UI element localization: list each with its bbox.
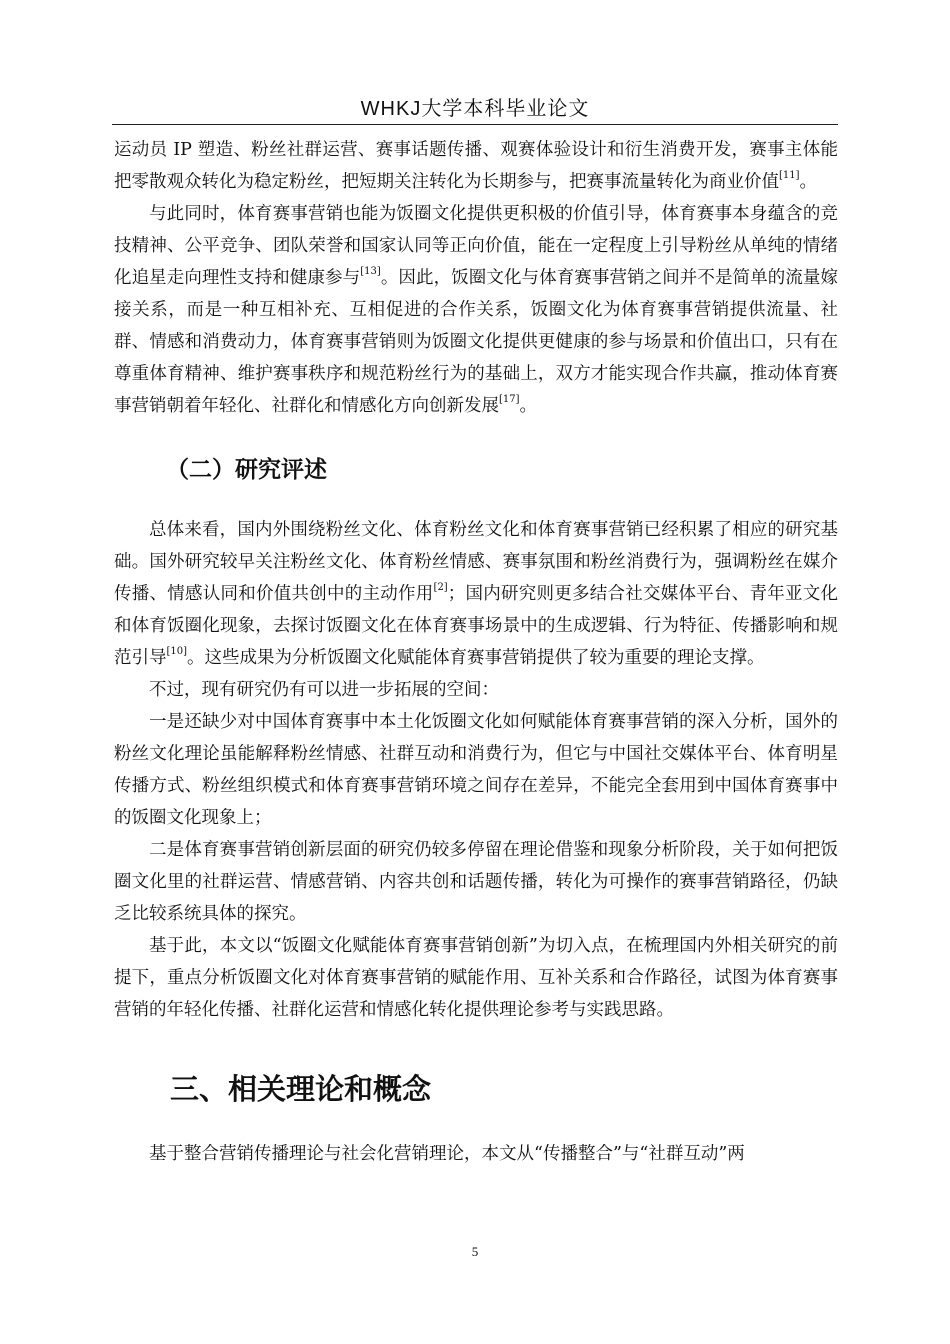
paragraph: 总体来看，国内外围绕粉丝文化、体育粉丝文化和体育赛事营销已经积累了相应的研究基础。国外研究较早关注粉丝文化、体育粉丝情感、赛事氛围和粉丝消费行为，强调粉丝在媒介传播、情感认同和价值共创中的主动作用[2]；国内研究则更多结合社交媒体平台、青年亚文化和体育饭圈化现象，去探讨饭圈文化在体育赛事场景中的生成逻辑、行为特征、传播影响和规范引导[10]。这些成果为分析饭圈文化赋能体育赛事营销提供了较为重要的理论支撑。 [114, 520, 839, 668]
paragraph: 二是体育赛事营销创新层面的研究仍较多停留在理论借鉴和现象分析阶段，关于如何把饭圈文化里的社群运营、情感营销、内容共创和话题传播，转化为可操作的赛事营销路径，仍缺乏比较系统具体的探究。 [114, 840, 838, 924]
header-title: 大学本科毕业论文 [421, 96, 590, 120]
citation: [17] [499, 394, 520, 405]
section-heading: （二）研究评述 [166, 456, 327, 483]
chapter-heading: 三、相关理论和概念 [170, 1072, 432, 1106]
paragraph: 基于此，本文以“饭圈文化赋能体育赛事营销创新”为切入点，在梳理国内外相关研究的前提下，重点分析饭圈文化对体育赛事营销的赋能作用、互补关系和合作路径，试图为体育赛事营销的年轻化传播、社群化运营和情感化转化提供理论参考与实践思路。 [114, 936, 838, 1020]
header-latin: WHKJ [360, 98, 422, 120]
paragraph: 运动员 IP 塑造、粉丝社群运营、赛事话题传播、观赛体验设计和衍生消费开发，赛事主体能把零散观众转化为稳定粉丝，把短期关注转化为长期参与，把赛事流量转化为商业价值[11]。 [114, 140, 838, 192]
paragraph: 不过，现有研究仍有可以进一步拓展的空间： [149, 680, 499, 700]
header-rule [112, 124, 838, 125]
citation: [13] [360, 266, 381, 277]
page-header [0, 92, 950, 121]
paragraph: 一是还缺少对中国体育赛事中本土化饭圈文化如何赋能体育赛事营销的深入分析，国外的粉丝文化理论虽能解释粉丝情感、社群互动和消费行为，但它与中国社交媒体平台、体育明星传播方式、粉丝组织模式和体育赛事营销环境之间存在差异，不能完全套用到中国体育赛事中的饭圈文化现象上； [114, 712, 838, 828]
paragraph: 与此同时，体育赛事营销也能为饭圈文化提供更积极的价值引导，体育赛事本身蕴含的竞技精神、公平竞争、团队荣誉和国家认同等正向价值，能在一定程度上引导粉丝从单纯的情绪化追星走向理性支持和健康参与[13]。因此，饭圈文化与体育赛事营销之间并不是简单的流量嫁接关系，而是一种互相补充、互相促进的合作关系，饭圈文化为体育赛事营销提供流量、社群、情感和消费动力，体育赛事营销则为饭圈文化提供更健康的参与场景和价值出口，只有在尊重体育精神、维护赛事秩序和规范粉丝行为的基础上，双方才能实现合作共赢，推动体育赛事营销朝着年轻化、社群化和情感化方向创新发展[17]。 [114, 204, 839, 416]
citation: [11] [779, 170, 800, 181]
citation: [10] [166, 646, 188, 657]
page-number: 5 [471, 1244, 479, 1259]
paragraph: 基于整合营销传播理论与社会化营销理论，本文从“传播整合”与“社群互动”两 [149, 1144, 745, 1164]
page-body [114, 134, 838, 1170]
citation: [2] [433, 582, 448, 593]
